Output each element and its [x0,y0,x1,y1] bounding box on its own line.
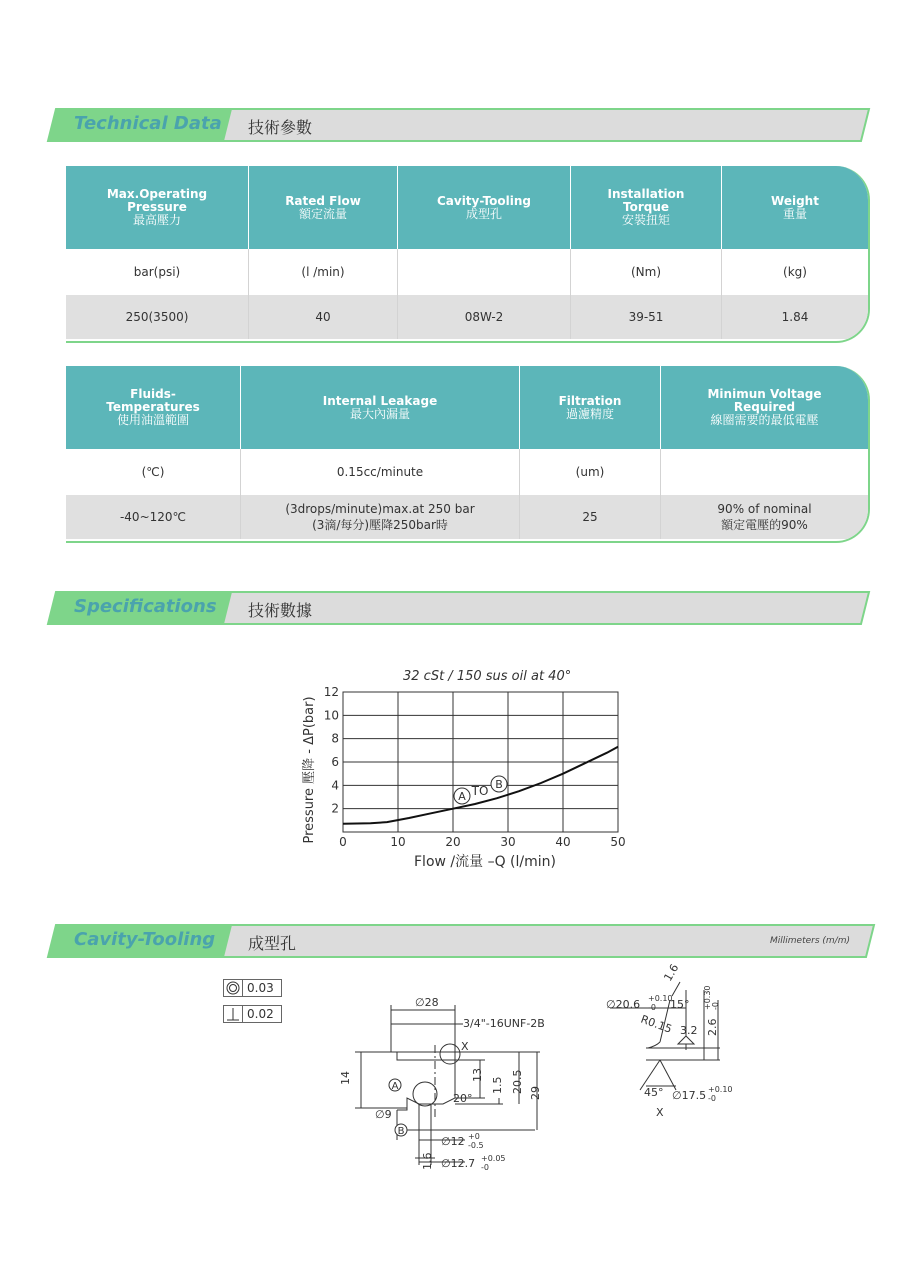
dim-29: 29 [529,1086,542,1100]
table-cell: (kg) [722,249,869,295]
chart-grid [343,692,618,832]
label-b: B [397,1126,405,1137]
table1-values-row [66,295,868,339]
dim-r0-15: R0.15 [638,1012,674,1036]
chart-ticks [324,685,626,849]
label-a: A [391,1081,399,1092]
dim-3-2: 3.2 [680,1024,698,1037]
table1-header: Installation Torque 安裝扭矩 [571,166,722,249]
dim-14: 14 [339,1071,352,1085]
dim-d12-7: ∅12.7 [441,1157,476,1170]
dim-d17-5-tol-dn: -0 [708,1094,716,1103]
dim-d17-5: ∅17.5 [672,1089,707,1102]
dim-d28: ∅28 [415,996,439,1009]
table-cell: (um) [520,449,661,495]
table1-units-row [66,249,868,295]
table1-header: Cavity-Tooling 成型孔 [398,166,571,249]
specifications-title-zh: 技術數據 [248,601,313,620]
table-cell: (3drops/minute)max.at 250 bar (3滴/每分)壓降250bar時 [241,495,520,539]
chart-xlabel: Flow /流量 –Q (l/min) [414,854,556,870]
table-cell: bar(psi) [66,249,249,295]
table-cell [661,449,869,495]
table-cell: 25 [520,495,661,539]
dim-1-6: 1.6 [421,1152,434,1170]
specifications-banner [46,591,871,625]
chart-xtick-label: 0 [339,835,347,849]
table2-values-row [66,495,868,539]
table2-header: Internal Leakage 最大內漏量 [241,366,520,449]
dim-d12-7-tol-up: +0.05 [481,1154,506,1163]
cavity-title-zh: 成型孔 [248,934,297,953]
perpendicularity-icon [223,1005,243,1023]
annotation-to: TO [471,784,489,798]
technical-table-2 [66,366,870,543]
dim-thread: 3/4"-16UNF-2B [463,1017,545,1030]
table-cell: 40 [249,295,398,339]
dim-20deg: 20° [453,1092,473,1105]
table1-header: Rated Flow 額定流量 [249,166,398,249]
chart-xtick-label: 50 [610,835,626,849]
label-x: X [656,1106,664,1119]
dim-d20-6-tol-up: +0.10 [648,994,673,1003]
dim-d12-tol-up: +0 [468,1132,480,1141]
chart-xtick-label: 20 [445,835,461,849]
pressure-flow-chart [295,660,635,880]
cavity-title-en: Cavity-Tooling [74,929,216,950]
specifications-title-en: Specifications [74,596,217,617]
table-cell: (l /min) [249,249,398,295]
cavity-section-drawing [335,990,575,1180]
dim-1-5: 1.5 [491,1076,504,1094]
table-cell: 250(3500) [66,295,249,339]
chart-annotation [454,776,507,804]
table-cell: 39-51 [571,295,722,339]
chart-ytick-label: 4 [331,778,339,793]
table1-header: Weight 重量 [722,166,869,249]
table-cell: 1.84 [722,295,869,339]
dim-d9: ∅9 [375,1108,392,1121]
tolerance-concentricity [223,979,282,997]
chart-ytick-label: 10 [323,708,339,723]
tolerance-value: 0.02 [243,1005,282,1023]
chart-ytick-label: 8 [331,731,339,746]
dim-2-6: 2.6 [706,1018,719,1036]
table-cell: 90% of nominal 額定電壓的90% [661,495,869,539]
dim-2-6-tol-up: +0.30 [703,985,712,1010]
dim-d12: ∅12 [441,1135,465,1148]
dim-d12-7-tol-dn: -0 [481,1163,489,1172]
table-cell: 08W-2 [398,295,571,339]
dim-d17-5-tol-up: +0.10 [708,1085,733,1094]
technical-data-banner [46,108,871,142]
dim-2-6-tol-dn: -0 [711,1002,720,1010]
dim-d12-tol-dn: -0.5 [468,1141,484,1150]
chart-ylabel: Pressure 壓降 - ΔP(bar) [302,696,317,844]
annotation-a: A [458,790,466,803]
chart-title: 32 cSt / 150 sus oil at 40° [403,669,572,684]
tolerance-perpendicularity [223,1005,282,1023]
table-cell: (℃) [66,449,241,495]
technical-table-1 [66,166,870,343]
technical-data-title-zh: 技術參數 [248,118,313,137]
table-cell [398,249,571,295]
chart-xtick-label: 40 [555,835,571,849]
cavity-tooling-banner [46,924,876,958]
annotation-b: B [495,778,503,791]
table-cell: (Nm) [571,249,722,295]
chart-ytick-label: 2 [331,801,339,816]
dim-d20-6: ∅20.6 [606,998,641,1011]
dim-20-5: 20.5 [511,1069,524,1094]
table2-header: Filtration 過濾精度 [520,366,661,449]
dim-13: 13 [471,1068,484,1082]
chart-xtick-label: 30 [500,835,516,849]
tolerance-value: 0.03 [243,979,282,997]
dim-15deg: 15° [670,998,690,1011]
chart-xtick-label: 10 [390,835,406,849]
label-x: X [461,1040,469,1053]
table2-header: Minimun Voltage Required 線圈需要的最低電壓 [661,366,869,449]
table2-units-row [66,449,868,495]
detail-x-drawing [600,960,750,1125]
chart-ytick-label: 12 [323,685,339,699]
table2-header: Fluids- Temperatures 使用油溫範圍 [66,366,241,449]
table1-header: Max.Operating Pressure 最高壓力 [66,166,249,249]
table-cell: 0.15cc/minute [241,449,520,495]
technical-data-title-en: Technical Data [74,113,222,134]
chart-ytick-label: 6 [331,755,339,769]
concentricity-icon [223,979,243,997]
units-note: Millimeters (m/m) [770,936,850,946]
table-cell: -40~120℃ [66,495,241,539]
dim-1-6: 1.6 [661,961,682,984]
table1-header-row [66,166,868,249]
dim-45deg: 45° [644,1086,664,1099]
table2-header-row [66,366,868,449]
dim-d20-6-tol-dn: -0 [648,1003,656,1012]
